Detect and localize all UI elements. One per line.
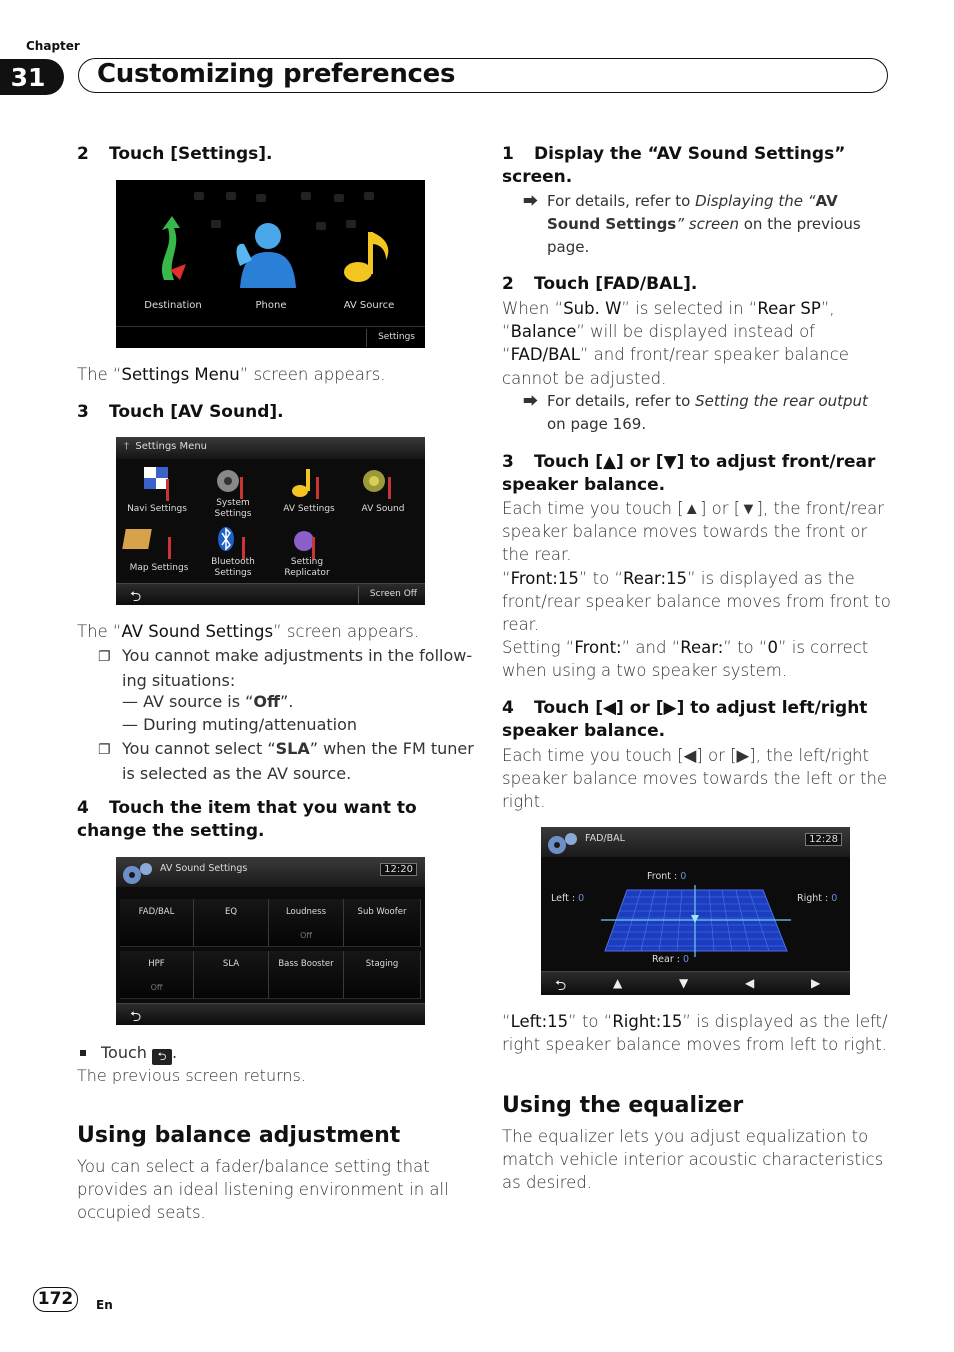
sub-woofer-button[interactable]: Sub Woofer: [344, 899, 421, 947]
av-settings-button[interactable]: AV Settings: [283, 504, 335, 514]
loudness-button[interactable]: Loudness Off: [269, 899, 344, 947]
fad-bal-note: When “Sub. W” is selected in “Rear SP”, “Balance” will be displayed instead of “FAD/BAL” and front/rear speaker balance cannot be adjusted.: [502, 299, 849, 388]
screenshot-top-menu: [116, 180, 425, 348]
av-sound-titlebar: [116, 857, 425, 887]
settings-menu-footer: [116, 583, 425, 605]
bass-booster-button[interactable]: Bass Booster: [269, 951, 344, 999]
rear-label: Rear : 0: [652, 954, 690, 965]
step-4-left-right: 4 Touch [◀] or [▶] to adjust left/right speaker balance.: [502, 698, 868, 741]
settings-menu-title: † Settings Menu: [124, 441, 208, 452]
eq-button[interactable]: EQ: [194, 899, 269, 947]
fad-bal-footer: [541, 971, 850, 995]
screenshot-fad-bal: [541, 827, 850, 995]
top-menu-footer: [116, 326, 425, 348]
fad-bal-title: FAD/BAL: [585, 833, 625, 844]
chapter-title: Customizing preferences: [97, 59, 456, 89]
step-1-display-av-sound: 1 Display the “AV Sound Settings” screen.: [502, 144, 846, 187]
step-2-touch-settings: 2 Touch [Settings].: [77, 144, 273, 164]
step-4-touch-item: 4 Touch the item that you want to change the setting.: [77, 798, 417, 841]
note-cannot-adjust: ❐ You cannot make adjustments in the follow- ing situations:: [98, 646, 473, 690]
left-button[interactable]: ◀: [745, 976, 755, 990]
bluetooth-icon: [218, 527, 245, 559]
left-column: [77, 143, 467, 166]
navi-settings-button[interactable]: Navi Settings: [127, 504, 187, 514]
language-label: En: [96, 1298, 113, 1312]
map-settings-icon: [122, 529, 171, 559]
checkbox-icon: ❐: [98, 649, 111, 665]
back-icon[interactable]: ⮌: [130, 1009, 142, 1025]
sla-button[interactable]: SLA: [194, 951, 269, 999]
back-icon[interactable]: ⮌: [555, 978, 567, 994]
clock: 12:20: [380, 863, 417, 876]
balance-intro: You can select a fader/balance setting that provides an ideal listening environment in all occupied seats.: [77, 1157, 449, 1223]
gear-icon: [118, 859, 158, 887]
chapter-number: 31: [0, 59, 64, 95]
screen-off-button[interactable]: Screen Off: [369, 589, 417, 599]
ref-displaying-av-sound: ⮕ For details, refer to Displaying the “AV Sound Settings” screen on the previous page.: [523, 192, 861, 256]
front-rear-desc: Each time you touch [▲] or [▼], the front/rear speaker balance moves towards the front or the rear.: [502, 499, 885, 565]
map-settings-button[interactable]: Map Settings: [129, 563, 189, 573]
dash-muting: — During muting/attenuation: [122, 715, 358, 734]
left-right-desc: Each time you touch [◀] or [▶], the left/right speaker balance moves towards the left or the right.: [502, 746, 888, 812]
left-label: Left : 0: [551, 893, 585, 904]
fad-bal-button[interactable]: FAD/BAL: [120, 899, 194, 947]
menu-item-av-source[interactable]: AV Source: [343, 300, 395, 311]
front-rear-zero: Setting “Front:” and “Rear:” to “0” is correct when using a two speaker system.: [502, 638, 869, 681]
equalizer-intro: The equalizer lets you adjust equalization to match vehicle interior acoustic characteristics as desired.: [502, 1127, 884, 1193]
setting-replicator-icon: [294, 531, 315, 559]
setting-replicator-button[interactable]: Setting Replicator: [284, 557, 330, 578]
front-rear-range: “Front:15” to “Rear:15” is displayed as the front/rear speaker balance moves from front to rear.: [502, 569, 891, 635]
heading-using-equalizer: Using the equalizer: [502, 1093, 744, 1118]
bullet-touch-back: Touch ⮌ .: [77, 1041, 954, 1065]
back-icon[interactable]: ⮌: [130, 589, 142, 605]
rear-down-button[interactable]: ▼: [679, 976, 689, 990]
step-2-touch-fad-bal: 2 Touch [FAD/BAL].: [502, 274, 698, 294]
arrow-icon: ⮕: [523, 392, 539, 410]
checkbox-icon: ❐: [98, 742, 111, 758]
av-sound-icon: [363, 470, 391, 499]
menu-item-phone[interactable]: Phone: [255, 300, 287, 311]
step-3-touch-av-sound: 3 Touch [AV Sound].: [77, 402, 284, 422]
system-settings-icon: [217, 470, 243, 499]
heading-balance-adjustment: Using balance adjustment: [77, 1123, 401, 1148]
front-label: Front : 0: [647, 871, 687, 882]
front-up-button[interactable]: ▲: [613, 976, 623, 990]
system-settings-button[interactable]: System Settings: [214, 498, 252, 519]
av-settings-icon: [292, 469, 319, 499]
previous-screen-returns: The previous screen returns.: [77, 1066, 306, 1085]
av-sound-settings-appears: The “AV Sound Settings” screen appears.: [77, 622, 419, 641]
screenshot-settings-menu: [116, 437, 425, 605]
page-number: 172: [33, 1287, 78, 1312]
bluetooth-settings-button[interactable]: Bluetooth Settings: [211, 557, 255, 578]
arrow-icon: ⮕: [523, 192, 539, 210]
settings-button[interactable]: Settings: [378, 332, 415, 342]
dash-av-source-off: — AV source is “Off”.: [122, 692, 294, 711]
chapter-label: Chapter: [26, 39, 80, 53]
hpf-button[interactable]: HPF Off: [120, 951, 194, 999]
av-sound-button[interactable]: AV Sound: [361, 504, 405, 514]
right-label: Right : 0: [797, 893, 838, 904]
step-3-front-rear: 3 Touch [▲] or [▼] to adjust front/rear speaker balance.: [502, 452, 876, 495]
clock: 12:28: [805, 833, 842, 846]
settings-menu-appears: The “Settings Menu” screen appears.: [77, 365, 386, 384]
av-sound-footer: [116, 1003, 425, 1025]
right-button[interactable]: ▶: [811, 976, 821, 990]
settings-icons: [116, 437, 425, 605]
back-icon: ⮌: [152, 1049, 172, 1065]
menu-item-destination[interactable]: Destination: [144, 300, 202, 311]
staging-button[interactable]: Staging: [344, 951, 421, 999]
note-cannot-select-sla: ❐ You cannot select “SLA” when the FM tuner is selected as the AV source.: [98, 739, 474, 783]
av-sound-title: AV Sound Settings: [160, 863, 248, 874]
left-right-range: “Left:15” to “Right:15” is displayed as the left/ right speaker balance moves from left to right.: [502, 1012, 888, 1055]
ref-rear-output: ⮕ For details, refer to Setting the rear output on page 169.: [523, 392, 868, 433]
navi-settings-icon: [144, 467, 169, 501]
balance-grid: [541, 827, 850, 995]
screenshot-av-sound-settings: [116, 857, 425, 1025]
top-menu-artwork: [116, 180, 425, 348]
